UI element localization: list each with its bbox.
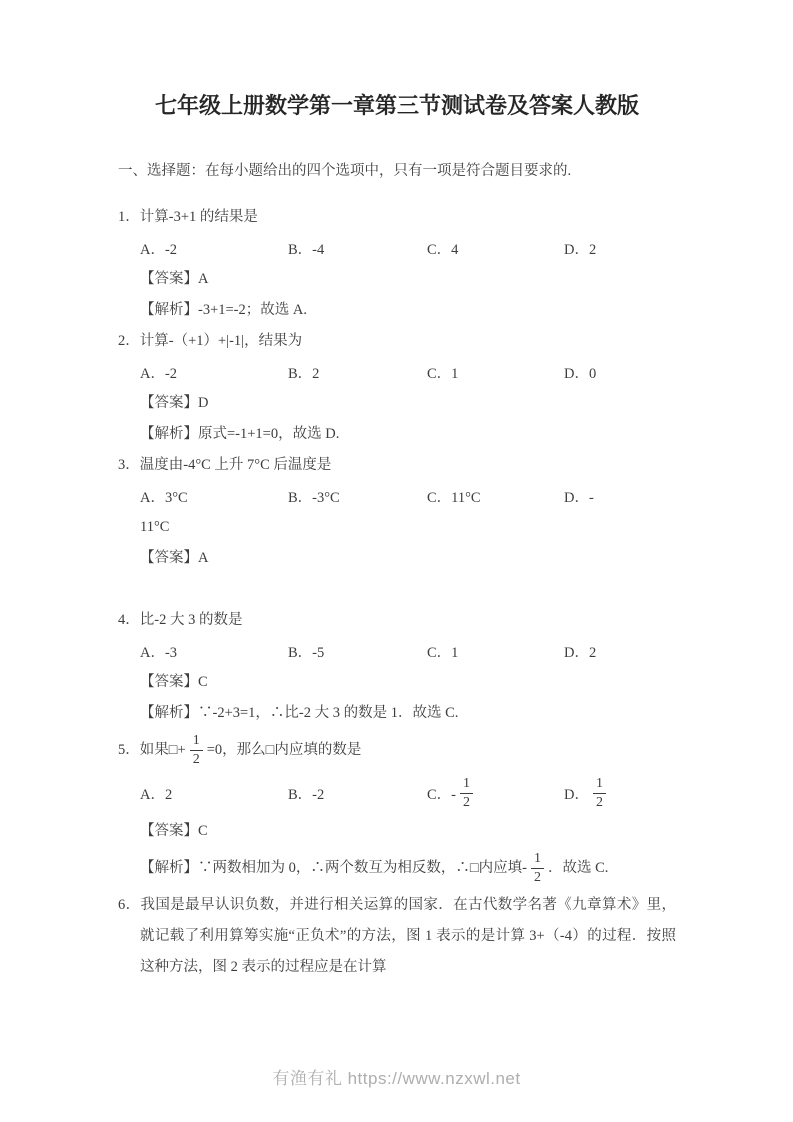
analysis-text: 【解析】∵两数相加为 0，∴两个数互为相反数，∴□内应填- bbox=[140, 859, 527, 876]
question-4-answer: 【答案】C bbox=[140, 673, 208, 690]
question-1-options bbox=[118, 233, 676, 264]
option-c: C．1 bbox=[427, 365, 459, 382]
option-c: C．4 bbox=[427, 241, 459, 258]
stem-text: =0，那么□内应填的数是 bbox=[206, 741, 362, 758]
fraction-denominator: 2 bbox=[595, 795, 603, 810]
fraction-numerator: 1 bbox=[593, 775, 606, 794]
option-text: D． bbox=[564, 787, 589, 803]
option-a: A．-3 bbox=[140, 644, 178, 661]
question-1-answer: 【答案】A bbox=[140, 270, 209, 287]
option-a: A．-2 bbox=[140, 241, 178, 258]
option-b: B．-3°C bbox=[288, 489, 340, 506]
question-2-analysis: 【解析】原式=-1+1=0，故选 D. bbox=[140, 425, 340, 442]
option-a: A．3°C bbox=[140, 489, 188, 506]
option-d: D．0 bbox=[564, 365, 597, 382]
fraction-denominator: 2 bbox=[192, 751, 200, 767]
option-c: C．11°C bbox=[427, 489, 481, 506]
fraction bbox=[593, 775, 606, 812]
blank-line bbox=[118, 574, 676, 605]
question-6 bbox=[118, 890, 676, 983]
option-text: C．- bbox=[427, 787, 456, 803]
option-a: A．2 bbox=[140, 787, 173, 803]
question-4-analysis: 【解析】∵-2+3=1，∴比-2 大 3 的数是 1．故选 C. bbox=[140, 704, 459, 721]
question-5-analysis bbox=[118, 847, 676, 890]
fraction-numerator: 1 bbox=[190, 732, 203, 751]
fraction-numerator: 1 bbox=[531, 850, 544, 869]
option-b: B．-2 bbox=[288, 787, 325, 803]
fraction bbox=[531, 850, 544, 887]
question-6-stem: 6．我国是最早认识负数，并进行相关运算的国家．在古代数学名著《九章算术》里，就记载了利用算筹实施“正负术”的方法，图 1 表示的是计算 3+（-4）的过程．按照这种方法，图 2 表示的过程应是在计算 bbox=[118, 896, 676, 975]
fraction bbox=[190, 732, 203, 769]
option-d: D．2 bbox=[564, 644, 597, 661]
fraction-denominator: 2 bbox=[463, 795, 470, 810]
option-b: B．2 bbox=[288, 365, 320, 382]
footer bbox=[0, 1064, 793, 1089]
option-d: D．- bbox=[564, 489, 594, 506]
question-4-stem: 4．比-2 大 3 的数是 bbox=[118, 611, 243, 628]
question-4-options bbox=[118, 636, 676, 667]
question-3-stem: 3．温度由-4°C 上升 7°C 后温度是 bbox=[118, 456, 332, 473]
option-c: C．1 bbox=[427, 644, 459, 661]
fraction bbox=[460, 775, 473, 812]
question-1-stem: 1．计算-3+1 的结果是 bbox=[118, 208, 258, 225]
page-title: 七年级上册数学第一章第三节测试卷及答案人教版 bbox=[154, 93, 639, 118]
question-1-analysis: 【解析】-3+1=-2；故选 A. bbox=[140, 301, 307, 318]
stem-text: 5．如果□+ bbox=[118, 741, 186, 758]
analysis-text: ．故选 C. bbox=[547, 859, 609, 876]
option-c bbox=[427, 772, 477, 816]
document-content bbox=[118, 0, 676, 983]
question-3-options bbox=[118, 481, 676, 512]
section-heading: 一、选择题：在每小题给出的四个选项中，只有一项是符合题目要求的. bbox=[118, 163, 572, 179]
question-5-options bbox=[118, 772, 676, 816]
question-2-options bbox=[118, 357, 676, 388]
question-4 bbox=[118, 605, 676, 729]
option-d: D．2 bbox=[564, 241, 597, 258]
question-5 bbox=[118, 729, 676, 890]
fraction-numerator: 1 bbox=[460, 775, 473, 794]
question-5-answer: 【答案】C bbox=[140, 822, 208, 839]
option-b: B．-5 bbox=[288, 644, 325, 661]
option-a: A．-2 bbox=[140, 365, 178, 382]
question-2-stem: 2．计算-（+1）+|-1|，结果为 bbox=[118, 332, 303, 349]
fraction-denominator: 2 bbox=[533, 869, 541, 885]
footer-link[interactable]: 有渔有礼 https://www.nzxwl.net bbox=[272, 1069, 521, 1088]
question-2 bbox=[118, 326, 676, 450]
option-d bbox=[564, 772, 610, 816]
option-b: B．-4 bbox=[288, 241, 325, 258]
question-1 bbox=[118, 202, 676, 326]
question-3 bbox=[118, 450, 676, 574]
question-5-stem bbox=[118, 729, 676, 772]
question-3-answer: 【答案】A bbox=[140, 549, 209, 566]
option-d-wrap: 11°C bbox=[140, 518, 170, 535]
question-2-answer: 【答案】D bbox=[140, 394, 209, 411]
